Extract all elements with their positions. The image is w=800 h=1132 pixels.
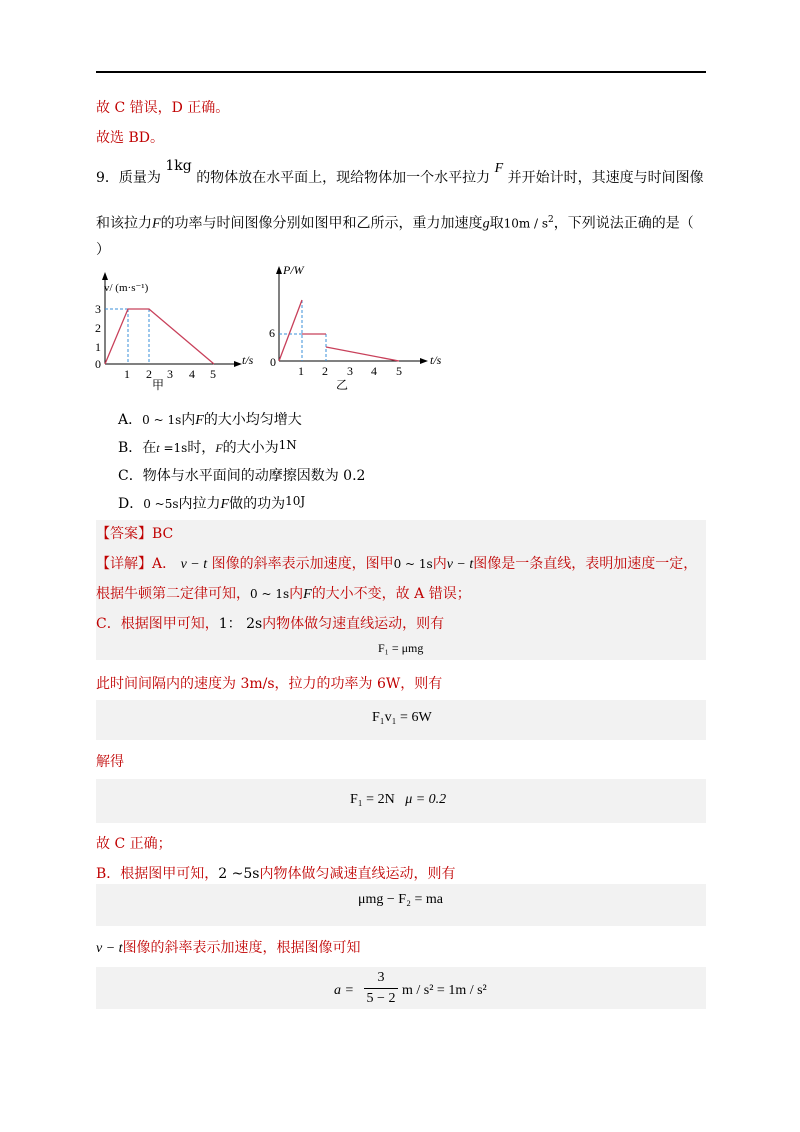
option-math: =1s xyxy=(159,441,188,455)
question-text: 和该拉力 xyxy=(96,215,152,232)
detail-text: 根据牛顿第二定律可知， xyxy=(96,586,250,602)
option-math: F xyxy=(220,497,230,512)
x-tick: 1 xyxy=(298,364,304,378)
graph-caption: 乙 xyxy=(336,378,349,392)
x-axis-arrow xyxy=(420,358,428,364)
option-c xyxy=(118,466,365,486)
detail-line-5: 解得 xyxy=(96,754,124,770)
option-math: 0 ~5s xyxy=(143,497,179,511)
force-symbol: F xyxy=(152,216,161,232)
solution-band-5 xyxy=(96,967,706,1009)
y-tick: 1 xyxy=(95,340,101,354)
mass-value: 1kg xyxy=(165,158,192,174)
question-text: ，下列说法正确的是（ xyxy=(553,215,694,232)
velocity-time-graph xyxy=(95,272,254,392)
y-tick: 3 xyxy=(95,302,101,316)
y-axis-arrow xyxy=(102,272,108,280)
question-text: 的物体放在水平面上，现给物体加一个水平拉力 xyxy=(196,170,491,186)
g-value: 10m / s xyxy=(503,216,549,231)
detail-text: 内物体做匀减速直线运动，则有 xyxy=(259,866,456,882)
graph-caption: 甲 xyxy=(152,378,165,392)
question-text: 取 xyxy=(489,215,504,232)
detail-text: 的大小不变，故 A 错误； xyxy=(311,586,471,602)
detail-text: B．根据图甲可知， xyxy=(96,866,219,882)
fraction-numerator: 3 xyxy=(377,970,385,985)
x-axis-label: t/s xyxy=(430,353,442,367)
equation-part: a = xyxy=(334,983,354,998)
detail-line-7 xyxy=(96,864,455,884)
detail-line-3 xyxy=(96,614,444,634)
option-d xyxy=(118,494,305,515)
detail-line-4: 此时间间隔内的速度为 3m/s，拉力的功率为 6W，则有 xyxy=(96,676,443,692)
detail-text: 图像的斜率表示加速度，根据图像可知 xyxy=(122,940,361,956)
y-tick: 2 xyxy=(95,321,101,335)
detail-tag: 【详解】 xyxy=(96,556,152,572)
question-line-1 xyxy=(96,158,704,189)
detail-text: 图像的斜率表示加速度，图甲 xyxy=(211,556,394,572)
x-tick: 3 xyxy=(167,367,173,381)
detail-text: 内 xyxy=(432,556,447,572)
detail-text: 图像是一条直线，表明加速度一定， xyxy=(473,556,698,572)
y-axis-label: P/W xyxy=(283,263,304,277)
detail-line-8 xyxy=(96,938,361,959)
velocity-line xyxy=(105,309,214,364)
fraction-bar xyxy=(364,988,398,989)
question-text: 并开始计时，其速度与时间图像 xyxy=(507,170,704,186)
option-math: 10J xyxy=(285,494,306,508)
answer-line xyxy=(96,524,173,544)
option-text: 的大小均匀增大 xyxy=(203,412,302,428)
question-text: 质量为 xyxy=(118,170,161,186)
option-label: A． xyxy=(118,412,143,428)
detail-line-6: 故 C 正确； xyxy=(96,836,172,852)
option-label: D． xyxy=(118,496,144,512)
equation-1: F₁ = μmg xyxy=(378,641,424,655)
option-text: 内 xyxy=(181,412,196,428)
equation-2: F₁v₁ = 6W xyxy=(372,710,432,725)
equation-part: m / s² = 1m / s² xyxy=(402,983,487,998)
detail-math: v − t xyxy=(96,941,123,956)
detail-line-2 xyxy=(96,584,471,605)
equation-part: F₁ = 2N xyxy=(350,792,395,807)
option-math: 0 ~ 1s xyxy=(142,413,182,427)
option-text: 时， xyxy=(187,440,216,456)
origin-label: 0 xyxy=(270,355,276,369)
x-tick: 5 xyxy=(210,367,216,381)
detail-math: 2 ~5s xyxy=(218,866,260,882)
question-close-paren: ） xyxy=(96,242,110,258)
option-text: 内拉力 xyxy=(178,496,221,512)
detail-math: 1： 2s xyxy=(218,616,263,632)
power-time-graph xyxy=(269,263,442,392)
y-tick: 6 xyxy=(269,326,275,340)
x-tick: 1 xyxy=(124,367,130,381)
x-tick: 2 xyxy=(146,367,152,381)
x-axis-label: t/s xyxy=(242,353,254,367)
origin-label: 0 xyxy=(95,357,101,371)
question-line-2 xyxy=(96,210,694,235)
option-text: 在 xyxy=(142,440,157,456)
detail-text: 内物体做匀速直线运动，则有 xyxy=(262,616,445,632)
header-rule xyxy=(96,71,706,73)
detail-math: v − t xyxy=(180,557,208,572)
detail-math: 0 ~ 1s xyxy=(393,557,433,571)
x-tick: 3 xyxy=(347,364,353,378)
power-segment-1 xyxy=(279,300,302,361)
option-text: 做的功为 xyxy=(229,496,286,512)
detail-text: A． xyxy=(152,556,177,572)
y-axis-arrow xyxy=(276,266,282,274)
answer-tag: 【答案】 xyxy=(96,526,152,542)
option-label: B． xyxy=(118,440,143,456)
prev-line-1: 故 C 错误，D 正确。 xyxy=(96,100,230,116)
x-tick: 4 xyxy=(371,364,377,378)
equation-part: μ = 0.2 xyxy=(405,792,447,807)
power-segment-3 xyxy=(326,347,399,361)
detail-math: v − t xyxy=(446,557,474,572)
detail-text: C．根据图甲可知， xyxy=(96,616,219,632)
option-text: 的大小为 xyxy=(222,440,279,456)
detail-line-1 xyxy=(96,554,697,575)
option-a xyxy=(118,410,302,431)
equation-3 xyxy=(350,792,446,808)
option-math: F xyxy=(215,441,223,455)
question-number: 9． xyxy=(96,170,119,186)
x-tick: 2 xyxy=(322,364,328,378)
option-b xyxy=(118,438,297,458)
question-text: 的功率与时间图像分别如图甲和乙所示，重力加速度 xyxy=(160,215,483,232)
graphs-figure xyxy=(90,262,470,394)
force-symbol: F xyxy=(494,161,504,176)
x-tick: 4 xyxy=(189,367,195,381)
x-axis-arrow xyxy=(234,361,242,367)
detail-math: F xyxy=(303,587,312,602)
option-text: 物体与水平面间的动摩擦因数为 0.2 xyxy=(142,468,366,484)
option-label: C． xyxy=(118,468,143,484)
equation-4: μmg − F₂ = ma xyxy=(358,892,443,907)
option-math: F xyxy=(195,413,204,428)
y-axis-label: v/ (m·s⁻¹) xyxy=(104,282,149,294)
detail-text: 内 xyxy=(289,586,304,602)
g-exponent: 2 xyxy=(548,215,554,225)
fraction-denominator: 5 − 2 xyxy=(366,991,396,1006)
x-tick: 5 xyxy=(396,364,402,378)
option-math: t xyxy=(156,441,160,455)
g-symbol: g xyxy=(482,216,490,232)
prev-line-2: 故选 BD。 xyxy=(96,130,164,146)
detail-math: 0 ~ 1s xyxy=(250,587,290,601)
answer-value: BC xyxy=(152,526,174,542)
option-math: 1N xyxy=(278,438,297,452)
